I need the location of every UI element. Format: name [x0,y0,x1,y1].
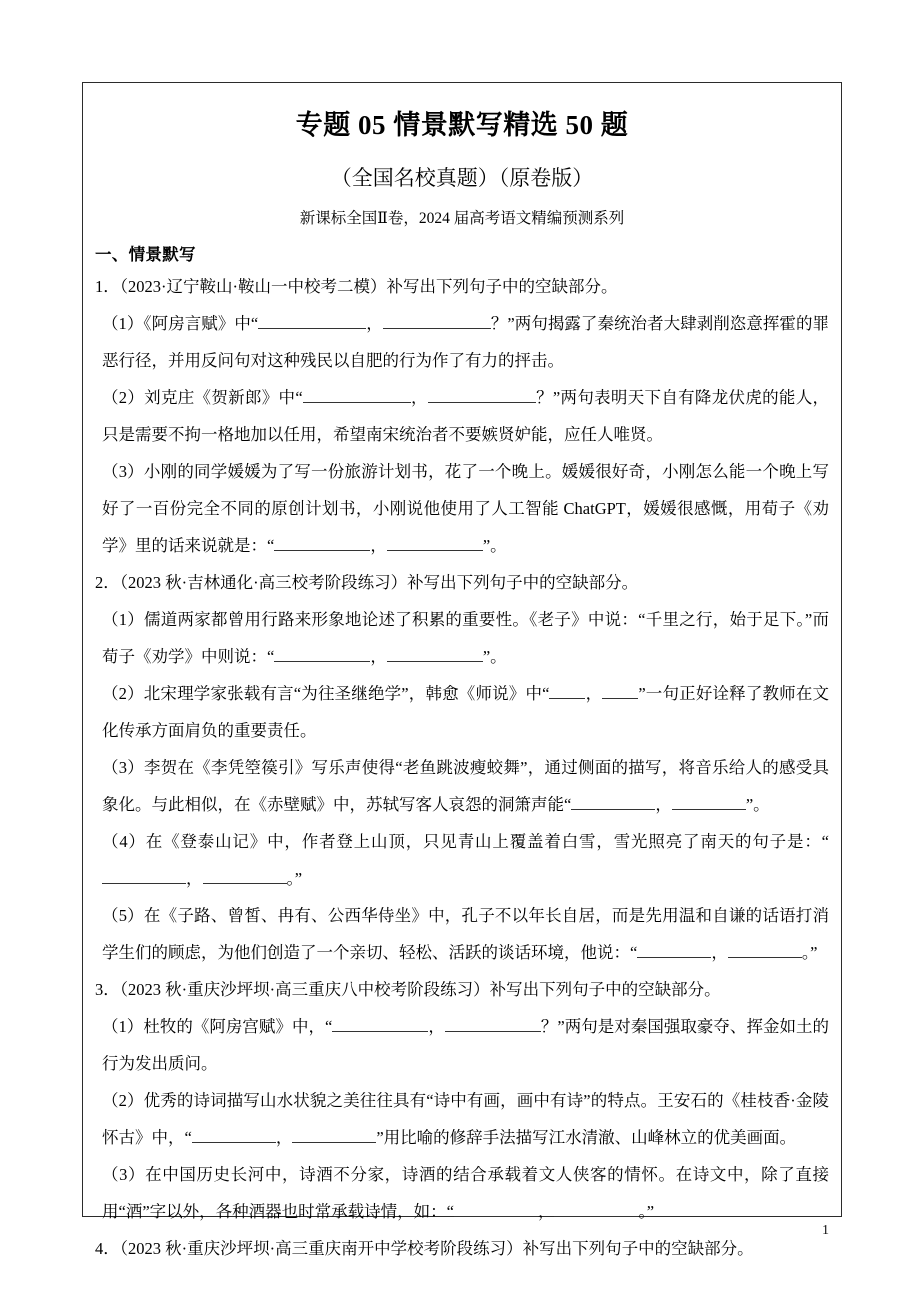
item-label: （3） [102,462,144,481]
item-label: （3） [102,758,145,777]
item-text: ， [537,1202,555,1221]
item-label: （4） [102,832,146,851]
item-text: ， [428,1017,445,1036]
fill-in-blank[interactable] [274,534,370,552]
fill-in-blank[interactable] [203,867,287,885]
section-heading: 一、情景默写 [95,245,196,264]
fill-in-blank[interactable] [554,1200,638,1218]
item-text: 李贺在《李凭箜篌引》写乐声使得“老鱼跳波瘦蛟舞”，通过侧面的描写，将音乐给人的感受具象化。与此相似，在《赤壁赋》中，苏轼写客人哀怨的洞箫声能“ [102,758,829,814]
item-text: 北宋理学家张载有言“为往圣继绝学”，韩愈《师说》中“ [143,684,550,703]
fill-in-blank[interactable] [102,867,186,885]
item-text: 刘克庄《贺新郎》中“ [144,388,303,407]
fill-in-blank[interactable] [637,941,711,959]
item-text: 儒道两家都曾用行路来形象地论述了积累的重要性。《老子》中说：“千里之行，始于足下。”而荀子《劝学》中则说：“ [102,610,830,666]
item-label: （2） [102,684,144,703]
document-subtitle: （全国名校真题）（原卷版） [330,166,594,190]
fill-in-blank[interactable] [383,312,491,330]
item-text: 。” [801,943,818,962]
questions-list [95,268,829,1267]
item-text: ， [186,869,203,888]
item-text: ”。 [482,536,507,555]
question-item [95,453,829,564]
fill-in-blank[interactable] [192,1126,276,1144]
question-item [95,675,829,749]
page-number: 1 [822,1223,829,1238]
question-stem: 2．（2023 秋·吉林通化·高三校考阶段练习）补写出下列句子中的空缺部分。 [95,573,639,592]
item-label: （1） [102,610,144,629]
item-label: （5） [102,906,144,925]
item-text: ”。 [745,795,770,814]
item-text: 在《登泰山记》中，作者登上山顶，只见青山上覆盖着白雪，雪光照亮了南天的句子是：“ [145,832,830,851]
question-item [95,897,829,971]
question-stem: 1．（2023·辽宁鞍山·鞍山一中校考二模）补写出下列句子中的空缺部分。 [95,277,618,296]
item-label: （3） [102,1165,146,1184]
fill-in-blank[interactable] [445,1015,541,1033]
item-text: 在中国历史长河中，诗酒不分家，诗酒的结合承载着文人侠客的情怀。在诗文中，除了直接用“酒”字以外，各种酒器也时常承载诗情，如：“ [102,1165,830,1221]
fill-in-blank[interactable] [549,682,585,700]
fill-in-blank[interactable] [454,1200,538,1218]
fill-in-blank[interactable] [571,793,655,811]
fill-in-blank[interactable] [258,312,366,330]
item-text: 小刚的同学媛媛为了写一份旅游计划书，花了一个晚上。媛媛很好奇，小刚怎么能一个晚上写好了一百份完全不同的原创计划书，小刚说他使用了人工智能 ChatGPT，媛媛很感慨，用荀子《劝学》里的话来说就是：“ [102,462,830,555]
fill-in-blank[interactable] [428,386,536,404]
item-text: ， [275,1128,293,1147]
item-text: 。” [286,869,303,888]
document-series-line: 新课标全国Ⅱ卷，2024 届高考语文精编预测系列 [299,210,625,227]
item-text: ？”两句是对秦国强取豪夺、挥金如土的行为发出质问。 [102,1017,830,1073]
question-stem: 4．（2023 秋·重庆沙坪坝·高三重庆南开中学校考阶段练习）补写出下列句子中的空缺部分。 [95,1239,754,1258]
fill-in-blank[interactable] [387,645,483,663]
item-text: 在《子路、曾皙、冉有、公西华侍坐》中，孔子不以年长自居，而是先用温和自谦的话语打消学生们的顾虑，为他们创造了一个亲切、轻松、活跃的谈话环境，他说：“ [102,906,830,962]
item-text: ， [366,314,383,333]
document-content [83,83,841,1267]
item-text: ， [711,943,728,962]
question-item [95,305,829,379]
item-text: 。” [638,1202,655,1221]
fill-in-blank[interactable] [274,645,370,663]
item-label: （2） [102,1091,144,1110]
item-text: ， [585,684,603,703]
fill-in-blank[interactable] [292,1126,376,1144]
question-item [95,823,829,897]
question-item [95,1082,829,1156]
item-text: ？”两句表明天下自有降龙伏虎的能人，只是需要不拘一格地加以任用，希望南宋统治者不要嫉贤妒能，应任人唯贤。 [102,388,830,444]
item-text: ， [370,647,387,666]
fill-in-blank[interactable] [728,941,802,959]
fill-in-blank[interactable] [387,534,483,552]
fill-in-blank[interactable] [303,386,411,404]
item-text: ， [410,388,428,407]
item-label: （2） [102,388,145,407]
question-item [95,749,829,823]
item-text: 优秀的诗词描写山水状貌之美往往具有“诗中有画，画中有诗”的特点。王安石的《桂枝香·金陵怀古》中，“ [102,1091,829,1147]
question-item [95,379,829,453]
item-label: （1） [102,1017,144,1036]
item-text: 《阿房言赋》中“ [143,314,259,333]
item-text: 杜牧的《阿房宫赋》中，“ [143,1017,333,1036]
page-title: 专题 05 情景默写精选 50 题 [295,110,629,140]
fill-in-blank[interactable] [602,682,638,700]
item-text: ， [655,795,672,814]
question-item [95,1156,829,1230]
question-item [95,1008,829,1082]
item-text: ， [370,536,387,555]
item-text: ”。 [482,647,507,666]
item-text: ”一句正好诠释了教师在文化传承方面肩负的重要责任。 [102,684,829,740]
question-stem: 3．（2023 秋·重庆沙坪坝·高三重庆八中校考阶段练习）补写出下列句子中的空缺部分。 [95,980,721,999]
fill-in-blank[interactable] [672,793,746,811]
item-text: ？”两句揭露了秦统治者大肆剥削恣意挥霍的罪恶行径，并用反问句对这种残民以自肥的行为作了有力的抨击。 [102,314,830,370]
item-label: （1） [102,314,144,333]
fill-in-blank[interactable] [332,1015,428,1033]
item-text: ”用比喻的修辞手法描写江水清澈、山峰林立的优美画面。 [376,1128,797,1147]
document-page-frame [82,82,842,1258]
question-item [95,601,829,675]
